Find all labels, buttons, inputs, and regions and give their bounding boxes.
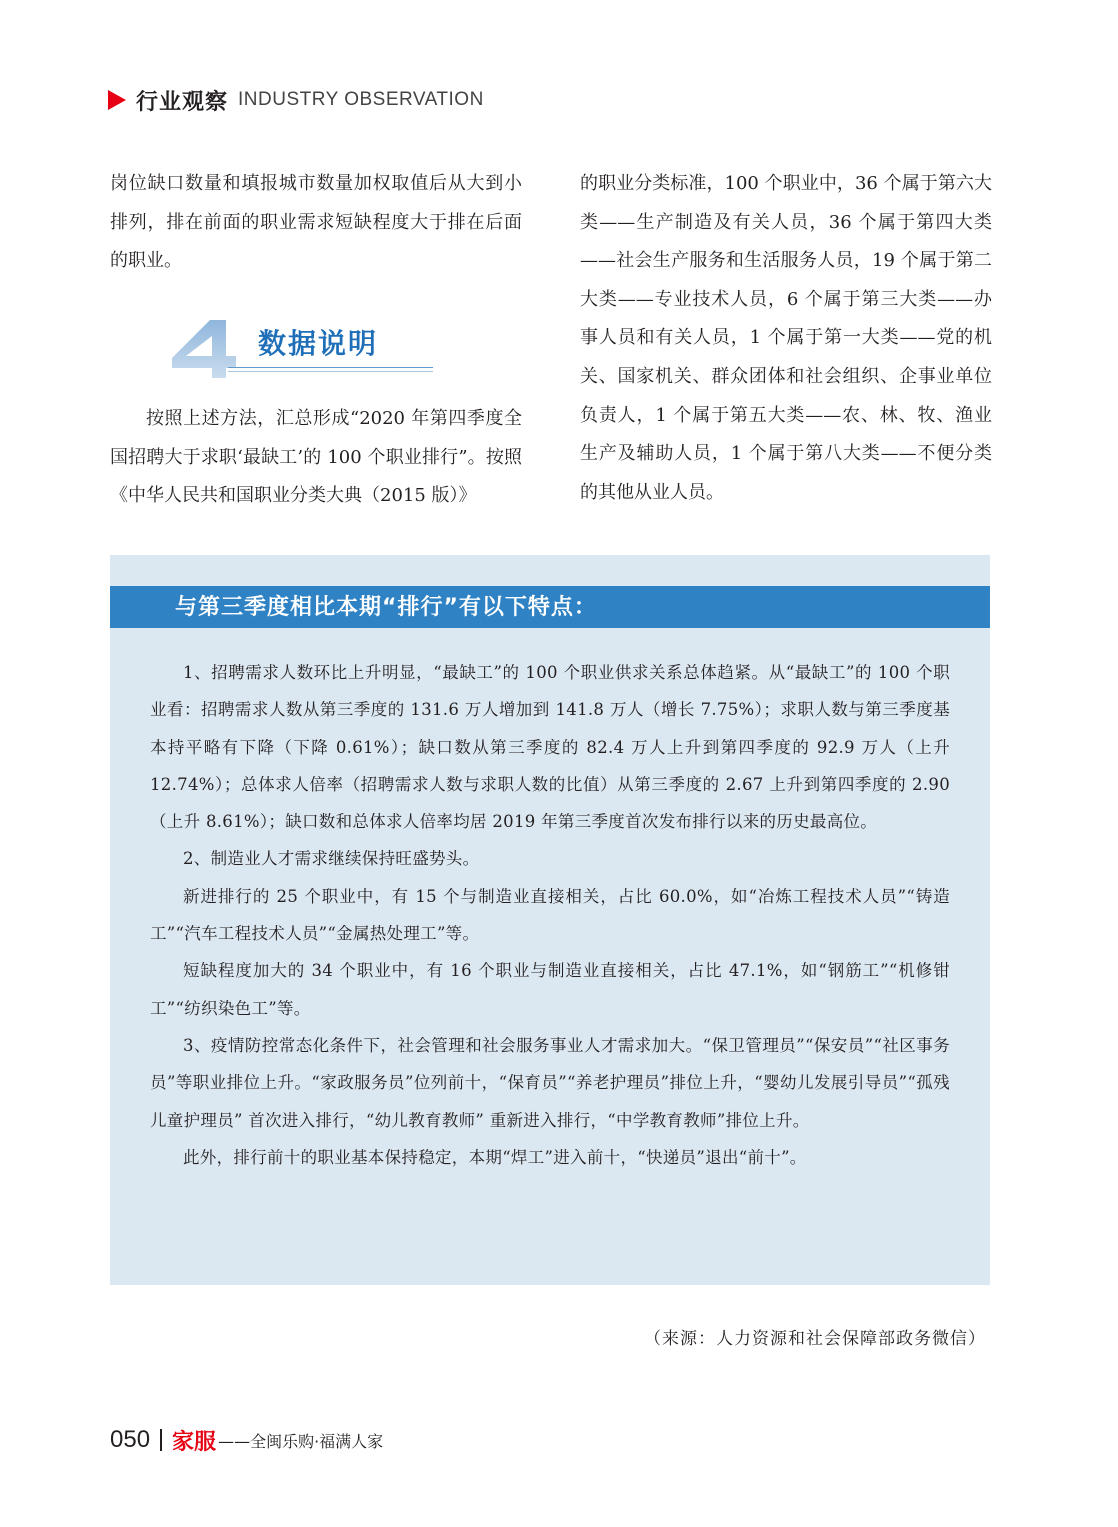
feature-paragraph: 3、疫情防控常态化条件下，社会管理和社会服务事业人才需求加大。“保卫管理员”“保安员”“社区事务员”等职业排位上升。“家政服务员”位列前十，“保育员”“养老护理员”排位上升，“婴幼儿发展引导员”“孤残儿童护理员” 首次进入排行，“幼儿教育教师” 重新进入排行，“中学教育教师”排位上升。 bbox=[150, 1035, 950, 1130]
footer-divider bbox=[160, 1429, 162, 1451]
footer-slogan: ——全闽乐购·福满人家 bbox=[218, 1431, 384, 1451]
right-column bbox=[580, 165, 992, 512]
features-box bbox=[110, 555, 990, 1285]
source-note: （来源：人力资源和社会保障部政务微信） bbox=[644, 1329, 986, 1349]
section-header bbox=[108, 86, 484, 114]
left-column-bottom bbox=[110, 400, 522, 516]
section-4-title: 数据说明 bbox=[258, 327, 379, 360]
features-box-header bbox=[110, 586, 990, 628]
heading-underline bbox=[228, 367, 433, 368]
left-bottom-paragraph: 按照上述方法，汇总形成“2020 年第四季度全国招聘大于求职‘最缺工’的 100 个职业排行”。按照《中华人民共和国职业分类大典（2015 版）》 bbox=[110, 408, 522, 507]
footer-brand: 家服 bbox=[172, 1429, 217, 1455]
feature-paragraph: 1、招聘需求人数环比上升明显，“最缺工”的 100 个职业供求关系总体趋紧。从“最缺工”的 100 个职业看：招聘需求人数从第三季度的 131.6 万人增加到 141.8 万人（增长 7.75%）；求职人数与第三季度基本持平略有下降（下降 0.61%）；缺口数从第三季度的 82.4 万人上升到第四季度的 92.9 万人（上升 12.74%）；总体求人倍率（招聘需求人数与求职人数的比值）从第三季度的 2.67 上升到第四季度的 2.90（上升 8.61%）；缺口数和总体求人倍率均居 2019 年第三季度首次发布排行以来的历史最高位。 bbox=[150, 663, 950, 832]
triangle-marker-icon bbox=[108, 90, 126, 110]
feature-paragraph: 此外，排行前十的职业基本保持稳定，本期“焊工”进入前十，“快递员”退出“前十”。 bbox=[183, 1147, 807, 1167]
section-title-en: INDUSTRY OBSERVATION bbox=[238, 89, 484, 110]
feature-paragraph: 2、制造业人才需求继续保持旺盛势头。 bbox=[183, 849, 480, 869]
left-column-top bbox=[110, 165, 522, 281]
section-4-heading bbox=[170, 318, 440, 380]
page-number: 050 bbox=[110, 1426, 151, 1453]
section-title-cn: 行业观察 bbox=[136, 89, 229, 115]
feature-paragraph: 新进排行的 25 个职业中，有 15 个与制造业直接相关，占比 60.0%，如“冶炼工程技术人员”“铸造工”“汽车工程技术人员”“金属热处理工”等。 bbox=[150, 886, 950, 944]
features-box-body bbox=[150, 654, 950, 1176]
left-top-paragraph: 岗位缺口数量和填报城市数量加权取值后从大到小排列，排在前面的职业需求短缺程度大于排在后面的职业。 bbox=[110, 173, 522, 272]
page-footer bbox=[110, 1425, 383, 1455]
feature-paragraph: 短缺程度加大的 34 个职业中，有 16 个职业与制造业直接相关，占比 47.1%，如“钢筋工”“机修钳工”“纺织染色工”等。 bbox=[150, 961, 950, 1018]
features-box-title: 与第三季度相比本期“排行”有以下特点： bbox=[175, 595, 597, 620]
right-paragraph: 的职业分类标准，100 个职业中，36 个属于第六大类——生产制造及有关人员，36 个属于第四大类——社会生产服务和生活服务人员，19 个属于第二大类——专业技术人员，6 个属于第三大类——办事人员和有关人员，1 个属于第一大类——党的机关、国家机关、群众团体和社会组织、企事业单位负责人，1 个属于第五大类——农、林、牧、渔业生产及辅助人员，1 个属于第八大类——不便分类的其他从业人员。 bbox=[580, 173, 992, 503]
heading-underline-light bbox=[228, 371, 433, 372]
